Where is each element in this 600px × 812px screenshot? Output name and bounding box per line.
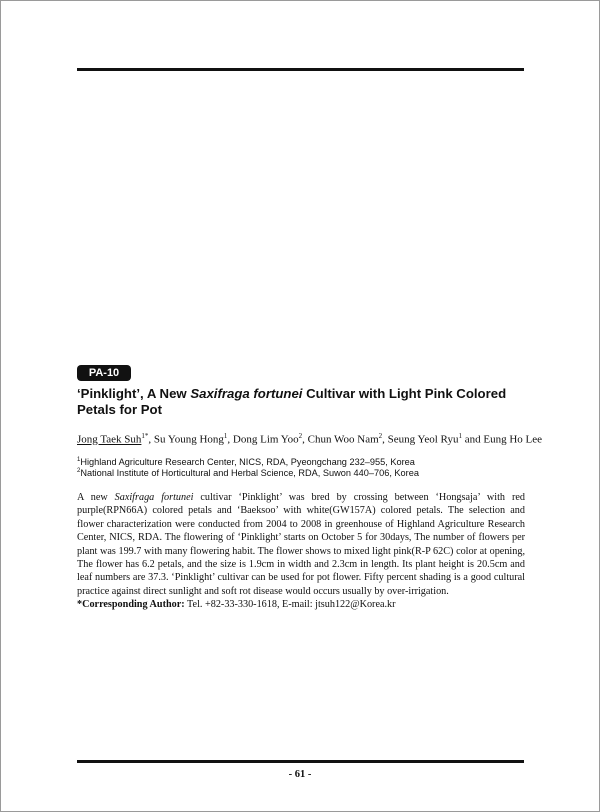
affiliation-text: Highland Agriculture Research Center, NICS, RDA, Pyeongchang 232–955, Korea [80,457,415,468]
author-name: Seung Yeol Ryu [387,433,459,446]
author-sep: , [148,433,154,446]
contact-details: Tel. +82-33-330-1618, E-mail: jtsuh122@Korea.kr [187,599,396,610]
affiliation-num: 2 [77,468,81,474]
author-sup: 2 [378,432,383,440]
author-sup: 1 [223,432,228,440]
author-list [77,429,542,447]
author-sup: 1* [141,432,149,440]
bottom-rule [77,760,524,763]
affiliation-num: 1 [77,457,81,463]
author-name: Jong Taek Suh [77,433,142,446]
title-post: Cultivar with Light Pink Colored Petals for Pot [77,386,507,417]
top-rule [77,68,524,71]
title-species: Saxifraga fortunei [190,386,303,401]
author-name: Su Young Hong [153,433,224,446]
page-number: - 61 - [288,769,312,780]
author-name: Eung Ho Lee [483,433,542,446]
author-sep: , [302,433,308,446]
title-pre: ‘Pinklight’, A New [77,386,191,401]
abstract-species: Saxifraga fortunei [114,492,194,503]
author-sep: , [227,433,233,446]
abstract-body [77,491,525,598]
abstract-lead: A new [77,492,115,503]
author-sep: and [461,433,484,446]
author-sup: 2 [298,432,303,440]
abstract-text: cultivar ‘Pinklight’ was bred by crossing between ‘Hongsaja’ with red purple(RPN66A) colored petals and ‘Baeksoo’ with white(GW157A) colored petals. The selection and flower characterization were conducted from 2004 to 2008 in greenhouse of Highland Agriculture Research Center, NICS, RDA. The flowering of ‘Pinklight’ starts on October 5 for 30days, The number of flowers per plant was 199.7 with many flowering habit. The flower shows to mixed light pink(R-P 62C) color at opening, The flower has 6.2 petals, and the size is 1.9cm in width and 2.3cm in length. Its plant height is 20.5cm and leaf numbers are 37.3. ‘Pinklight’ cultivar can be used for pot flower. Fifty percent shading is a good cultural practice against direct sunlight and soft rot disease would occurs usually by over-irrigation. [77,492,525,597]
paper-title [77,386,527,418]
author-name: Chun Woo Nam [307,433,379,446]
affiliation-2 [77,465,527,479]
corresponding-author [77,598,527,611]
author-name: Dong Lim Yoo [232,433,299,446]
contact-label: *Corresponding Author: [77,599,185,610]
author-sup: 1 [458,432,462,440]
affiliation-text: National Institute of Horticultural and Herbal Science, RDA, Suwon 440–706, Korea [80,468,419,479]
author-sep: , [382,433,388,446]
session-badge: PA-10 [77,365,131,381]
